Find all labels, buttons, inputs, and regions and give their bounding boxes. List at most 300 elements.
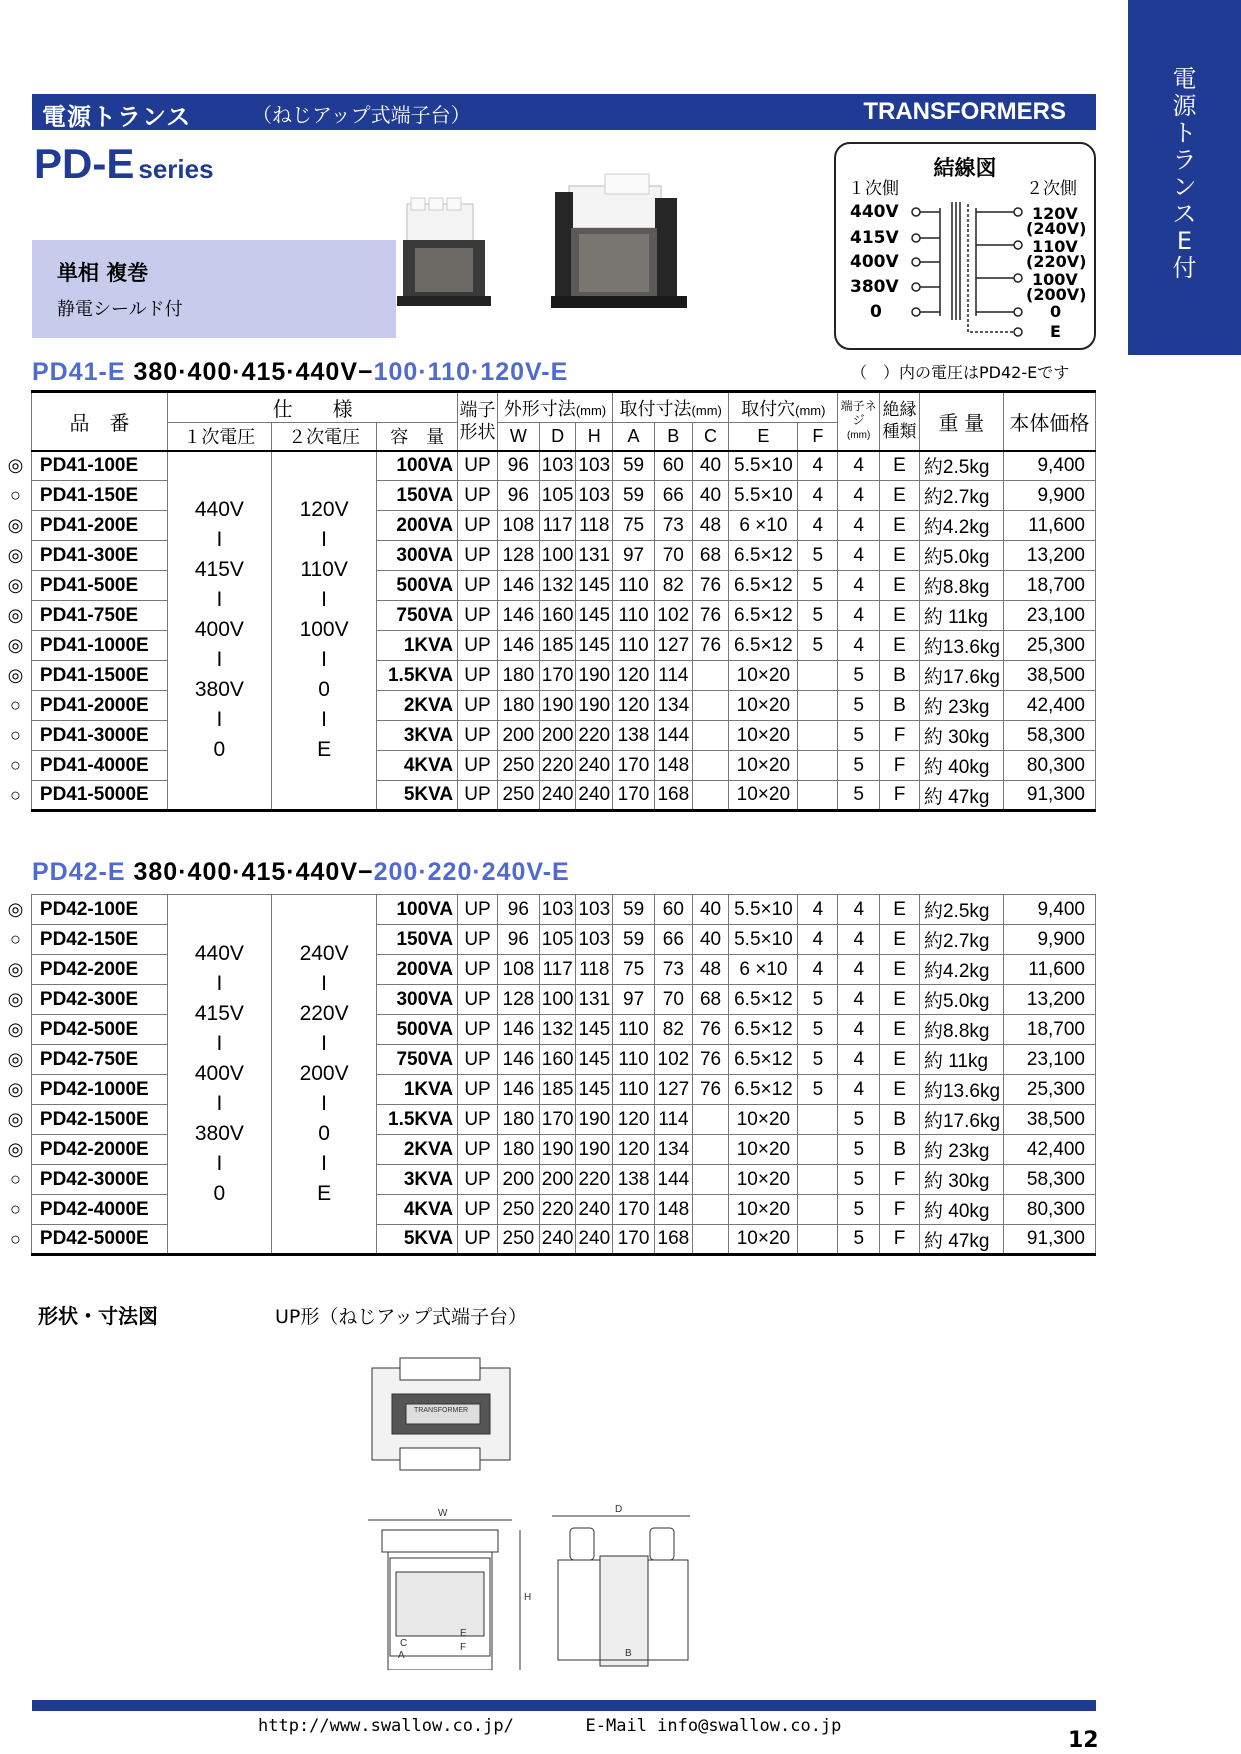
- cell-dim-H: 103: [576, 895, 613, 925]
- cell-terminal: UP: [458, 511, 498, 541]
- cell-insulation: E: [880, 631, 920, 661]
- cell-weight: 約2.7kg: [919, 925, 1003, 955]
- cell-dim-H: 145: [576, 601, 613, 631]
- cell-dim-A: 120: [613, 691, 655, 721]
- table-row: [0, 541, 1096, 571]
- cell-dim-W: 128: [497, 541, 539, 571]
- pd41-output-volts: 100·110·120V-E: [373, 358, 569, 386]
- cell-screw: 5: [838, 661, 880, 691]
- cell-capacity: 1KVA: [377, 1075, 458, 1105]
- header-en-title: TRANSFORMERS: [863, 98, 1066, 125]
- cell-dim-A: 59: [613, 451, 655, 481]
- cell-hole-E: 10×20: [729, 661, 798, 691]
- secondary-voltage-item: 200V: [299, 1062, 349, 1085]
- footer-text: [258, 1716, 841, 1736]
- cell-dim-D: 117: [539, 955, 576, 985]
- th-W: W: [497, 423, 539, 451]
- cell-symbol: ○: [10, 1169, 21, 1189]
- cell-capacity: 2KVA: [377, 691, 458, 721]
- cell-terminal: UP: [458, 691, 498, 721]
- cell-screw: 4: [838, 511, 880, 541]
- cell-dim-D: 170: [539, 1105, 576, 1135]
- cell-dim-B: 70: [655, 985, 693, 1015]
- secondary-voltage-item: I: [321, 528, 328, 552]
- cell-dim-B: 66: [655, 925, 693, 955]
- cell-model-code: PD41-5000E: [31, 781, 167, 811]
- cell-dim-B: 134: [654, 691, 692, 721]
- cell-model-code: PD41-1000E: [31, 631, 167, 661]
- cell-insulation: F: [880, 1225, 920, 1255]
- cell-model-code: PD42-5000E: [31, 1225, 167, 1255]
- cell-dim-H: 103: [576, 925, 613, 955]
- cell-dim-D: 105: [539, 925, 576, 955]
- secondary-voltage-item: I: [321, 708, 328, 732]
- cell-dim-D: 103: [539, 451, 576, 481]
- cell-capacity: 750VA: [377, 601, 458, 631]
- footer-email[interactable]: E-Mail info@swallow.co.jp: [585, 1716, 842, 1736]
- cell-capacity: 500VA: [377, 571, 458, 601]
- cell-weight: 約17.6kg: [919, 1105, 1003, 1135]
- cell-price: 11,600: [1003, 955, 1095, 985]
- cell-capacity: 4KVA: [377, 1195, 458, 1225]
- cell-price: 18,700: [1003, 1015, 1095, 1045]
- cell-dim-B: 144: [655, 1165, 693, 1195]
- primary-voltage-item: I: [216, 648, 223, 672]
- cell-screw: 4: [838, 955, 880, 985]
- cell-dim-W: 108: [497, 955, 539, 985]
- cell-insulation: E: [880, 895, 920, 925]
- cell-hole-F: [798, 781, 838, 811]
- cell-dim-C: 40: [692, 895, 729, 925]
- primary-voltage-item: I: [216, 588, 223, 612]
- cell-dim-H: 118: [576, 955, 613, 985]
- cell-price: 23,100: [1003, 1045, 1095, 1075]
- cell-screw: 5: [838, 781, 880, 811]
- cell-dim-W: 108: [497, 511, 539, 541]
- cell-insulation: E: [880, 511, 920, 541]
- cell-weight: 約2.5kg: [919, 451, 1003, 481]
- cell-hole-E: 6.5×12: [729, 1015, 798, 1045]
- cell-dim-B: 148: [654, 751, 692, 781]
- table-row: [0, 1225, 1096, 1255]
- pd41-heading: [32, 358, 568, 387]
- cell-dim-D: 185: [539, 631, 576, 661]
- cell-dim-A: 97: [613, 541, 655, 571]
- cell-capacity: 100VA: [377, 895, 458, 925]
- cell-dim-A: 170: [613, 1225, 655, 1255]
- cell-dim-W: 146: [497, 1075, 539, 1105]
- cell-weight: 約 11kg: [919, 601, 1003, 631]
- cell-screw: 4: [838, 481, 880, 511]
- series-name: PD-E: [34, 140, 135, 187]
- cell-capacity: 5KVA: [377, 1225, 458, 1255]
- cell-dim-B: 82: [655, 1015, 693, 1045]
- cell-weight: 約4.2kg: [919, 955, 1003, 985]
- cell-dim-A: 120: [613, 661, 655, 691]
- cell-capacity: 500VA: [377, 1015, 458, 1045]
- cell-terminal: UP: [458, 1075, 498, 1105]
- cell-dim-B: 127: [654, 631, 692, 661]
- table-row: [0, 661, 1096, 691]
- secondary-voltage-item: E: [317, 1182, 332, 1205]
- cell-dim-D: 185: [539, 1075, 576, 1105]
- cell-terminal: UP: [458, 1165, 498, 1195]
- cell-capacity: 100VA: [377, 451, 458, 481]
- cell-symbol: ◎: [7, 605, 24, 625]
- secondary-voltage-item: 0: [318, 1122, 330, 1145]
- secondary-voltage-item: E: [317, 738, 332, 762]
- cell-screw: 4: [838, 571, 880, 601]
- cell-model-code: PD42-100E: [31, 895, 167, 925]
- dim-label-F: F: [460, 1642, 467, 1653]
- cell-dim-A: 138: [613, 1165, 655, 1195]
- pd42-model: PD42-E: [32, 858, 126, 886]
- cell-model-code: PD42-1500E: [31, 1105, 167, 1135]
- cell-dim-H: 145: [576, 1015, 613, 1045]
- cell-dim-C: 76: [692, 631, 729, 661]
- cell-symbol: ○: [10, 695, 21, 715]
- secondary-voltage-item: I: [321, 1092, 328, 1115]
- cell-insulation: B: [880, 691, 920, 721]
- cell-dim-C: [692, 661, 729, 691]
- wiring-primary-400: 400V: [850, 252, 899, 272]
- cell-model-code: PD41-3000E: [31, 721, 167, 751]
- cell-dim-B: 66: [654, 481, 692, 511]
- cell-weight: 約 40kg: [919, 751, 1003, 781]
- cell-insulation: B: [880, 661, 920, 691]
- cell-terminal: UP: [458, 1195, 498, 1225]
- cell-dim-H: 145: [576, 1075, 613, 1105]
- cell-model-code: PD42-2000E: [31, 1135, 167, 1165]
- cell-screw: 5: [838, 721, 880, 751]
- cell-dim-B: 70: [654, 541, 692, 571]
- cell-model-code: PD42-200E: [31, 955, 167, 985]
- wiring-secondary-120: 120V: [1032, 204, 1078, 223]
- cell-hole-E: 5.5×10: [729, 925, 798, 955]
- th-outer-label: 外形寸法: [503, 398, 576, 419]
- cell-terminal: UP: [458, 631, 498, 661]
- wiring-primary-380: 380V: [850, 277, 899, 297]
- feature-line-2: 静電シールド付: [57, 299, 183, 320]
- cell-dim-D: 240: [539, 781, 576, 811]
- wiring-secondary-240: (240V): [1026, 219, 1087, 238]
- wiring-primary-0: 0: [870, 302, 882, 322]
- secondary-voltage-item: I: [321, 1152, 328, 1175]
- wiring-schematic: [836, 144, 1098, 352]
- cell-hole-E: 5.5×10: [729, 451, 798, 481]
- cell-terminal: UP: [458, 541, 498, 571]
- wiring-primary-415: 415V: [850, 228, 899, 248]
- cell-dim-C: 48: [692, 511, 729, 541]
- cell-capacity: 300VA: [377, 985, 458, 1015]
- cell-dim-A: 170: [613, 751, 655, 781]
- cell-dim-A: 138: [613, 721, 655, 751]
- cell-insulation: E: [880, 601, 920, 631]
- th-mount: [613, 392, 729, 423]
- cell-weight: 約 23kg: [919, 1135, 1003, 1165]
- footer-bar: [32, 1700, 1096, 1711]
- cell-hole-F: 4: [798, 895, 838, 925]
- cell-insulation: E: [880, 1075, 920, 1105]
- dim-label-W: W: [438, 1508, 448, 1519]
- voltage-note: （ ）内の電圧はPD42-Eです: [851, 363, 1070, 382]
- cell-dim-D: 170: [539, 661, 576, 691]
- cell-hole-F: 4: [798, 451, 838, 481]
- wiring-secondary-100: 100V: [1032, 270, 1078, 289]
- dimension-subtitle: UP形（ねじアップ式端子台）: [275, 1306, 528, 1328]
- cell-screw: 4: [838, 631, 880, 661]
- cell-hole-F: 4: [798, 511, 838, 541]
- cell-dim-A: 110: [613, 631, 655, 661]
- cell-dim-C: 40: [692, 481, 729, 511]
- cell-price: 25,300: [1003, 1075, 1095, 1105]
- cell-dim-D: 132: [539, 571, 576, 601]
- side-tab-label: 電源トランスE付: [1172, 65, 1197, 282]
- cell-model-code: PD41-200E: [31, 511, 167, 541]
- cell-dim-W: 96: [497, 925, 539, 955]
- cell-terminal: UP: [458, 661, 498, 691]
- cell-model-code: PD42-500E: [31, 1015, 167, 1045]
- cell-dim-W: 250: [497, 781, 539, 811]
- cell-capacity: 300VA: [377, 541, 458, 571]
- cell-dim-B: 144: [654, 721, 692, 751]
- cell-weight: 約17.6kg: [919, 661, 1003, 691]
- cell-hole-F: [798, 661, 838, 691]
- cell-hole-F: [798, 1105, 838, 1135]
- cell-dim-D: 200: [539, 1165, 576, 1195]
- cell-dim-B: 73: [654, 511, 692, 541]
- th-C: C: [692, 423, 729, 451]
- cell-hole-E: 6.5×12: [729, 1045, 798, 1075]
- dimension-drawing: [360, 1350, 690, 1670]
- cell-capacity: 750VA: [377, 1045, 458, 1075]
- primary-voltage-item: 0: [213, 1182, 226, 1205]
- th-mount-mm: (mm): [691, 402, 722, 418]
- secondary-voltage-item: 0: [318, 678, 330, 702]
- th-weight: 重 量: [919, 392, 1003, 451]
- cell-price: 13,200: [1003, 541, 1095, 571]
- cell-dim-H: 190: [576, 1105, 613, 1135]
- cell-dim-D: 240: [539, 1225, 576, 1255]
- table-row: [0, 1045, 1096, 1075]
- cell-screw: 4: [838, 451, 880, 481]
- cell-symbol: ○: [10, 1229, 21, 1249]
- cell-insulation: E: [880, 481, 920, 511]
- table-row: [0, 1195, 1096, 1225]
- cell-screw: 5: [838, 1105, 880, 1135]
- cell-price: 38,500: [1003, 661, 1095, 691]
- cell-dim-C: 68: [692, 541, 729, 571]
- cell-dim-A: 110: [613, 1075, 655, 1105]
- cell-symbol: ○: [10, 1199, 21, 1219]
- dim-label-A: A: [398, 1650, 405, 1661]
- cell-screw: 4: [838, 1045, 880, 1075]
- table-row: [0, 895, 1096, 925]
- cell-hole-E: 10×20: [729, 1225, 798, 1255]
- cell-hole-F: 5: [798, 1015, 838, 1045]
- secondary-voltage-item: 240V: [299, 942, 349, 965]
- cell-price: 25,300: [1003, 631, 1095, 661]
- cell-price: 9,900: [1003, 925, 1095, 955]
- pd42-heading: [32, 858, 570, 887]
- feature-line-1: 単相 複巻: [57, 261, 149, 285]
- cell-hole-F: 5: [798, 571, 838, 601]
- cell-weight: 約 23kg: [919, 691, 1003, 721]
- cell-dim-D: 160: [539, 601, 576, 631]
- cell-hole-E: 10×20: [729, 721, 798, 751]
- th-outer: [497, 392, 612, 423]
- cell-terminal: UP: [458, 721, 498, 751]
- primary-voltage-item: I: [216, 1152, 223, 1175]
- secondary-voltage-item: 110V: [300, 558, 348, 582]
- cell-dim-H: 118: [576, 511, 613, 541]
- cell-terminal: UP: [458, 481, 498, 511]
- cell-model-code: PD41-750E: [31, 601, 167, 631]
- cell-terminal: UP: [458, 571, 498, 601]
- cell-dim-A: 120: [613, 1135, 655, 1165]
- primary-voltage-stack: [168, 895, 272, 1255]
- cell-model-code: PD41-1500E: [31, 661, 167, 691]
- cell-terminal: UP: [458, 1105, 498, 1135]
- cell-hole-E: 10×20: [729, 1135, 798, 1165]
- table-row: [0, 1075, 1096, 1105]
- cell-dim-D: 190: [539, 691, 576, 721]
- cell-dim-A: 120: [613, 1105, 655, 1135]
- cell-dim-B: 60: [654, 451, 692, 481]
- th-spec: 仕 様: [168, 392, 458, 423]
- cell-model-code: PD41-300E: [31, 541, 167, 571]
- cell-price: 42,400: [1003, 691, 1095, 721]
- cell-dim-W: 250: [497, 1195, 539, 1225]
- cell-dim-A: 170: [613, 781, 655, 811]
- cell-insulation: E: [880, 451, 920, 481]
- cell-dim-A: 110: [613, 1045, 655, 1075]
- cell-insulation: B: [880, 1135, 920, 1165]
- dim-label-D: D: [615, 1504, 623, 1515]
- cell-dim-H: 240: [576, 751, 613, 781]
- cell-dim-B: 127: [655, 1075, 693, 1105]
- cell-dim-A: 59: [613, 481, 655, 511]
- cell-price: 18,700: [1003, 571, 1095, 601]
- cell-price: 13,200: [1003, 985, 1095, 1015]
- cell-dim-B: 102: [654, 601, 692, 631]
- cell-price: 11,600: [1003, 511, 1095, 541]
- wiring-secondary-0: 0: [1050, 302, 1062, 321]
- cell-dim-B: 148: [655, 1195, 693, 1225]
- pd41-model: PD41-E: [32, 358, 126, 386]
- cell-insulation: F: [880, 781, 920, 811]
- table-row: [0, 985, 1096, 1015]
- cell-symbol: ◎: [7, 455, 24, 475]
- table-row: [0, 751, 1096, 781]
- cell-dim-D: 100: [539, 985, 576, 1015]
- page-number: 12: [1068, 1728, 1099, 1753]
- cell-symbol: ○: [10, 785, 21, 805]
- cell-price: 23,100: [1003, 601, 1095, 631]
- cell-dim-C: [692, 1165, 729, 1195]
- cell-screw: 4: [838, 925, 880, 955]
- cell-terminal: UP: [458, 1015, 498, 1045]
- wiring-secondary-200: (200V): [1026, 285, 1087, 304]
- cell-dim-B: 134: [655, 1135, 693, 1165]
- cell-screw: 5: [838, 1135, 880, 1165]
- wiring-title: 結線図: [933, 156, 997, 180]
- footer-url[interactable]: http://www.swallow.co.jp/: [258, 1716, 514, 1736]
- cell-insulation: E: [880, 955, 920, 985]
- cell-screw: 4: [838, 1075, 880, 1105]
- cell-price: 9,400: [1003, 451, 1095, 481]
- cell-hole-F: [798, 1195, 838, 1225]
- cell-dim-D: 100: [539, 541, 576, 571]
- cell-dim-H: 145: [576, 631, 613, 661]
- cell-model-code: PD41-150E: [31, 481, 167, 511]
- cell-dim-C: 76: [692, 571, 729, 601]
- cell-hole-E: 6.5×12: [729, 1075, 798, 1105]
- th-model: 品 番: [31, 392, 167, 451]
- cell-symbol: ◎: [7, 665, 24, 685]
- cell-weight: 約5.0kg: [919, 541, 1003, 571]
- cell-hole-F: [798, 1135, 838, 1165]
- cell-dim-W: 146: [497, 1015, 539, 1045]
- th-B: B: [654, 423, 692, 451]
- cell-hole-F: 4: [798, 925, 838, 955]
- cell-symbol: ○: [10, 755, 21, 775]
- cell-dim-H: 190: [576, 1135, 613, 1165]
- cell-dim-C: 68: [692, 985, 729, 1015]
- cell-dim-C: 76: [692, 1075, 729, 1105]
- cell-weight: 約4.2kg: [919, 511, 1003, 541]
- cell-hole-F: [798, 1165, 838, 1195]
- product-photo-large: [545, 172, 693, 318]
- cell-hole-F: 4: [798, 955, 838, 985]
- th-E: E: [729, 423, 798, 451]
- cell-dim-W: 146: [497, 601, 539, 631]
- cell-symbol: ◎: [7, 1109, 24, 1129]
- primary-voltage-item: 440V: [194, 498, 244, 522]
- cell-dim-W: 200: [497, 721, 539, 751]
- cell-weight: 約 40kg: [919, 1195, 1003, 1225]
- product-photo-small: [395, 196, 495, 318]
- cell-screw: 5: [838, 1195, 880, 1225]
- table-row: [0, 1015, 1096, 1045]
- cell-hole-E: 6.5×12: [729, 631, 798, 661]
- table-row: [0, 601, 1096, 631]
- cell-capacity: 3KVA: [377, 1165, 458, 1195]
- cell-insulation: F: [880, 1165, 920, 1195]
- wiring-secondary-220: (220V): [1026, 252, 1087, 271]
- header-jp-subtitle: （ねじアップ式端子台）: [252, 103, 471, 127]
- cell-weight: 約2.7kg: [919, 481, 1003, 511]
- cell-dim-H: 145: [576, 1045, 613, 1075]
- cell-hole-F: [798, 721, 838, 751]
- cell-symbol: ◎: [7, 575, 24, 595]
- cell-weight: 約13.6kg: [919, 631, 1003, 661]
- cell-dim-H: 220: [576, 721, 613, 751]
- cell-weight: 約 47kg: [919, 781, 1003, 811]
- th-secondary: ２次電圧: [271, 423, 377, 451]
- cell-model-code: PD41-4000E: [31, 751, 167, 781]
- cell-dim-H: 190: [576, 691, 613, 721]
- cell-model-code: PD42-750E: [31, 1045, 167, 1075]
- cell-capacity: 150VA: [377, 925, 458, 955]
- series-suffix: series: [138, 154, 214, 184]
- cell-dim-B: 102: [655, 1045, 693, 1075]
- cell-dim-C: [692, 1225, 729, 1255]
- pd41-input-volts: 380·400·415·440V: [133, 358, 358, 386]
- cell-hole-E: 10×20: [729, 1105, 798, 1135]
- primary-voltage-item: I: [216, 972, 223, 995]
- cell-dim-A: 97: [613, 985, 655, 1015]
